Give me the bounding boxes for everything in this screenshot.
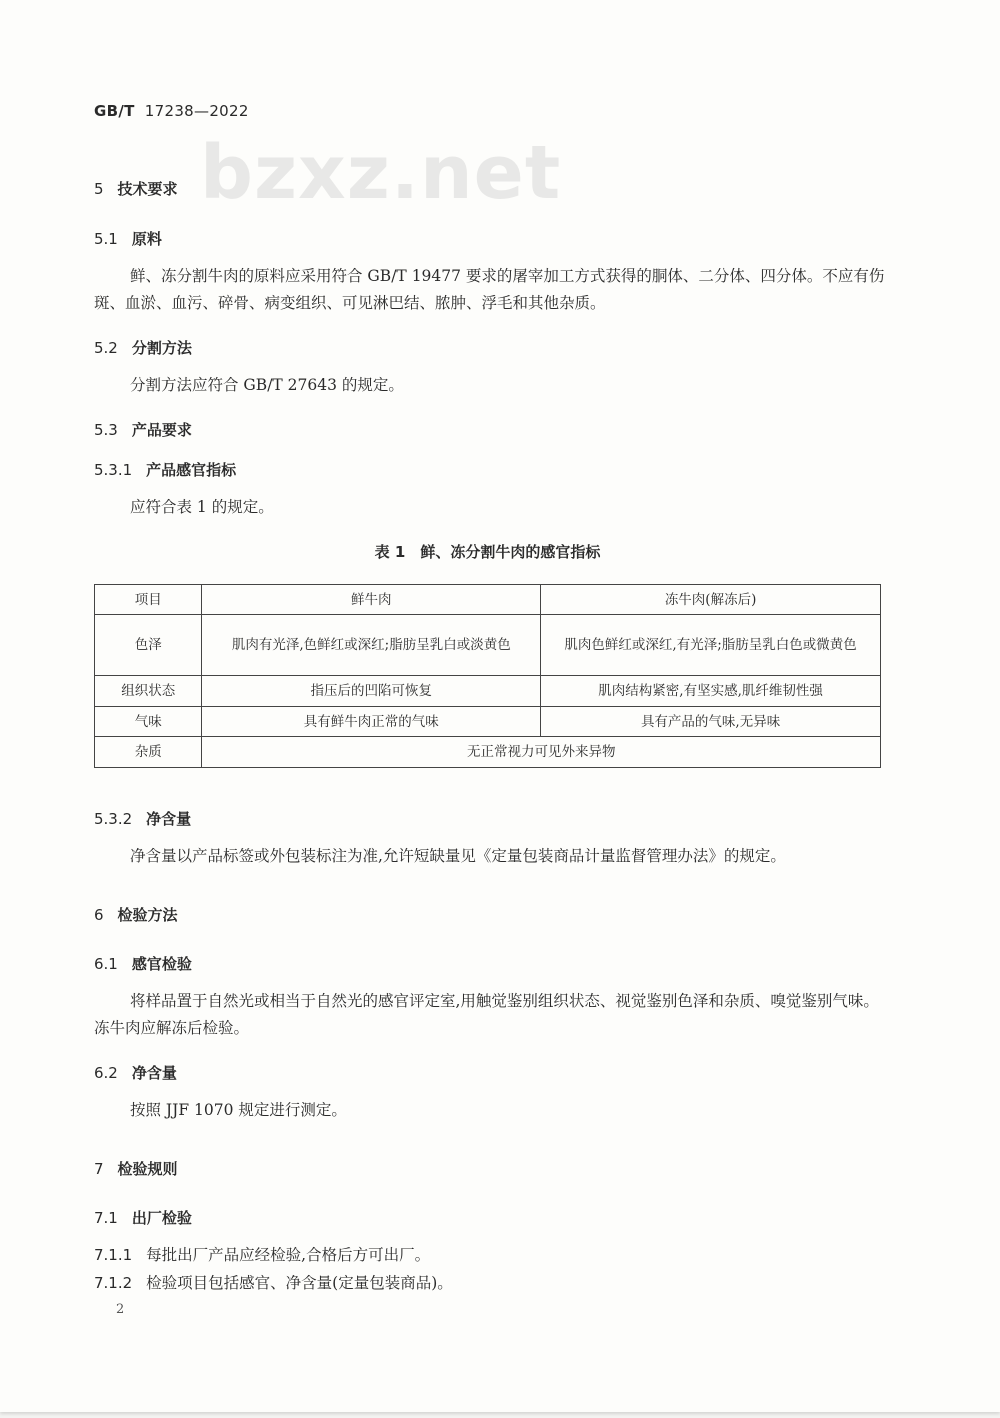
standard-prefix: GB/T: [94, 102, 135, 120]
heading-7: 7 检验规则: [94, 1160, 178, 1178]
clause-text: 每批出厂产品应经检验,合格后方可出厂。: [146, 1246, 431, 1264]
header-cell: 冻牛肉(解冻后): [541, 585, 881, 615]
table-caption: 表 1 鲜、冻分割牛肉的感官指标: [374, 543, 601, 561]
heading-5-1: 5.1 原料: [94, 230, 162, 248]
page-number: 2: [116, 1302, 125, 1317]
table-row: [95, 707, 881, 737]
heading-5-3: 5.3 产品要求: [94, 421, 192, 439]
heading-5-3-2: 5.3.2 净含量: [94, 810, 192, 828]
heading-6-1: 6.1 感官检验: [94, 955, 192, 973]
fresh-cell: 肌肉有光泽,色鲜红或深红;脂肪呈乳白或淡黄色: [202, 615, 541, 676]
heading-5-3-1: 5.3.1 产品感官指标: [94, 461, 237, 479]
clause-number: 7.1.2: [94, 1274, 133, 1292]
paragraph-5-3-2: 净含量以产品标签或外包装标注为准,允许短缺量见《定量包装商品计量监督管理办法》的规定。: [130, 847, 786, 865]
frozen-cell: 肌肉色鲜红或深红,有光泽;脂肪呈乳白色或微黄色: [541, 615, 881, 676]
item-cell: 杂质: [95, 737, 202, 768]
sensory-table: [94, 584, 881, 768]
heading-6-2: 6.2 净含量: [94, 1064, 177, 1082]
frozen-cell: 具有产品的气味,无异味: [541, 707, 881, 737]
frozen-cell: 肌肉结构紧密,有坚实感,肌纤维韧性强: [541, 676, 881, 707]
heading-6: 6 检验方法: [94, 906, 178, 924]
clause-text: 检验项目包括感官、净含量(定量包装商品)。: [146, 1274, 453, 1292]
item-cell: 色泽: [95, 615, 202, 676]
merged-cell: 无正常视力可见外来异物: [202, 737, 881, 768]
standard-code: [94, 102, 249, 120]
heading-7-1: 7.1 出厂检验: [94, 1209, 192, 1227]
header-cell: 鲜牛肉: [202, 585, 541, 615]
paragraph-5-3-1: 应符合表 1 的规定。: [130, 498, 274, 516]
table-row: [95, 737, 881, 768]
item-cell: 气味: [95, 707, 202, 737]
table-row: [95, 615, 881, 676]
standard-number: 17238—2022: [144, 102, 249, 120]
item-cell: 组织状态: [95, 676, 202, 707]
fresh-cell: 指压后的凹陷可恢复: [202, 676, 541, 707]
table-header-row: [95, 585, 881, 615]
heading-5: 5 技术要求: [94, 180, 178, 198]
table-row: [95, 676, 881, 707]
header-cell: 项目: [95, 585, 202, 615]
clause-7-1-1: [94, 1242, 430, 1269]
watermark-text: bzxz.net: [200, 130, 562, 216]
fresh-cell: 具有鲜牛肉正常的气味: [202, 707, 541, 737]
paragraph-5-1: 鲜、冻分割牛肉的原料应采用符合 GB/T 19477 要求的屠宰加工方式获得的胴体、二分体、四分体。不应有伤斑、血淤、血污、碎骨、病变组织、可见淋巴结、脓肿、浮毛和其他杂质。: [94, 267, 885, 312]
paragraph-5-2: 分割方法应符合 GB/T 27643 的规定。: [130, 376, 404, 394]
clause-number: 7.1.1: [94, 1246, 133, 1264]
paragraph-6-1: 将样品置于自然光或相当于自然光的感官评定室,用触觉鉴别组织状态、视觉鉴别色泽和杂质、嗅觉鉴别气味。冻牛肉应解冻后检验。: [94, 992, 879, 1037]
heading-5-2: 5.2 分割方法: [94, 339, 192, 357]
clause-7-1-2: [94, 1270, 453, 1297]
paragraph-6-2: 按照 JJF 1070 规定进行测定。: [130, 1101, 347, 1119]
